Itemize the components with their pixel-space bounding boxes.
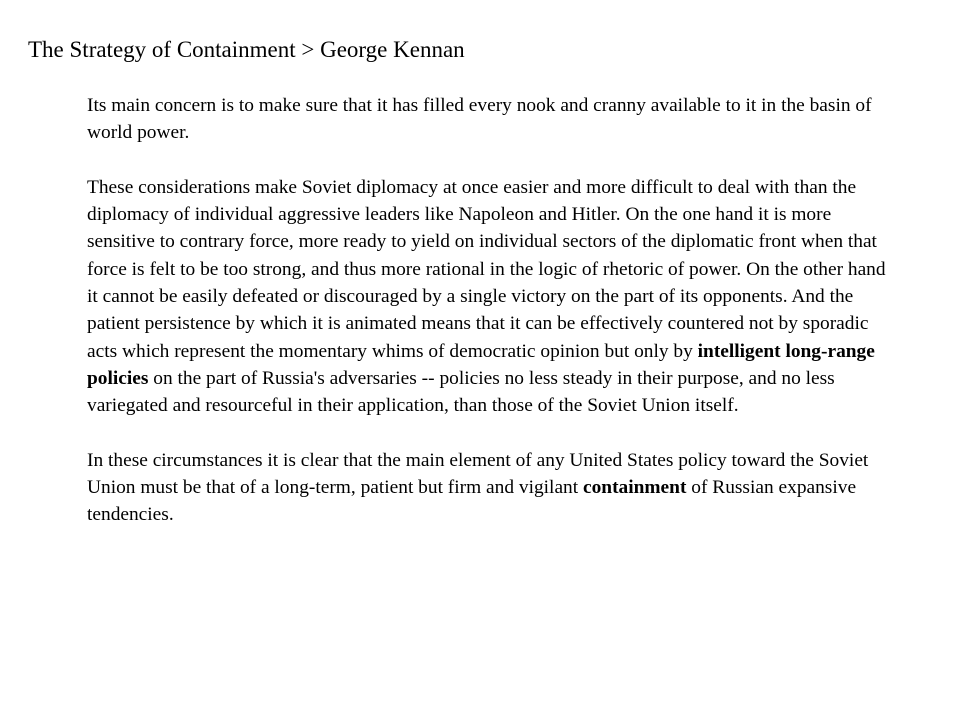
- paragraph-1-text: Its main concern is to make sure that it has filled every nook and cranny available to it in the basin of world power.: [87, 95, 872, 144]
- paragraph-3-text-start: In these circumstances it is clear that the main element of any United States policy toward the Soviet Union must be that of a long-term, patient but firm and vigilant: [87, 449, 869, 499]
- paragraph-2-text-start: These considerations make Soviet diplomacy at once easier and more difficult to deal with than the diplomacy of individual aggressive leaders like Napoleon and Hitler. On the one hand it is more sensitive to contrary force, more ready to yield on individual sectors of the diplomatic front when that force is felt to be too strong, and thus more rational in the logic of rhetoric of power. On the other hand it cannot be easily defeated or discouraged by a single victory on the part of its opponents. And the patient persistence by which it is animated means that it can be effectively countered not by sporadic acts which represent the momentary whims of democratic opinion but only by: [87, 176, 886, 362]
- paragraph-1: [87, 92, 887, 147]
- slide-title: The Strategy of Containment > George Kennan: [28, 37, 465, 62]
- paragraph-3-text-end: of Russian expansive tendencies.: [87, 477, 857, 526]
- paragraph-3: [87, 447, 887, 529]
- emphasis-long-range-policies: intelligent long-range policies: [87, 340, 875, 389]
- paragraph-2: [87, 174, 887, 420]
- paragraph-2-text-end: on the part of Russia's adversaries -- policies no less steady in their purpose, and no less variegated and resourceful in their application, than those of the Soviet Union itself.: [87, 367, 835, 417]
- emphasis-containment: containment: [582, 477, 687, 499]
- quote-body: [87, 92, 887, 529]
